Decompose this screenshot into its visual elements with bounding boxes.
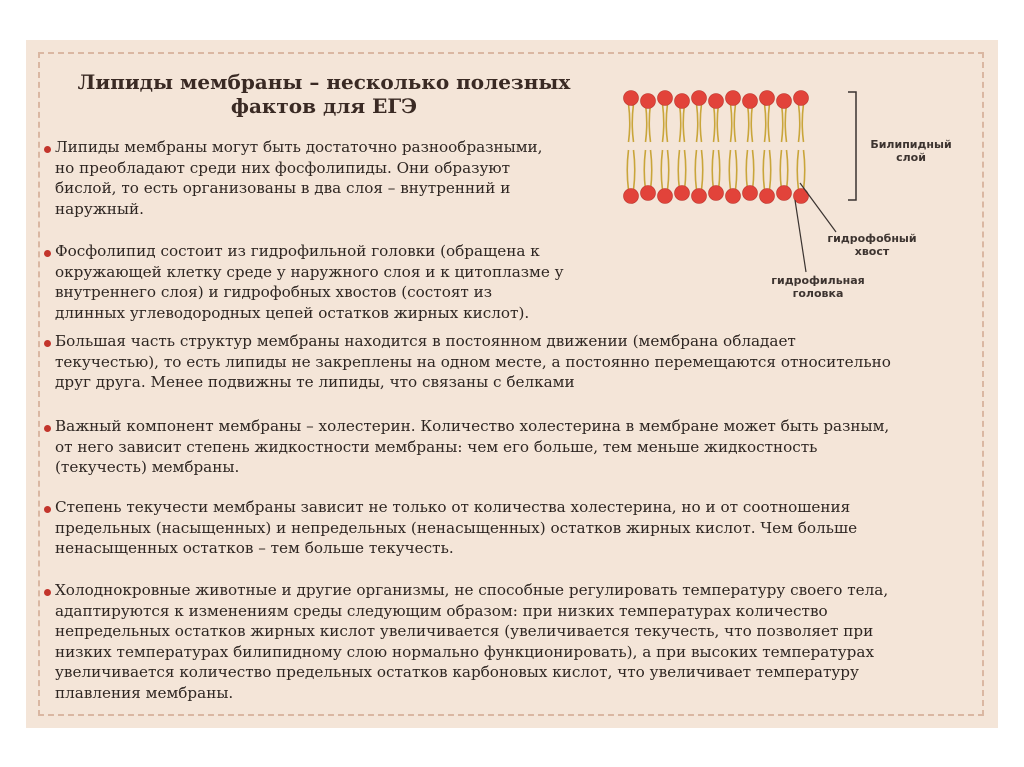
bullet-icon [44,506,51,513]
lipid-tail [770,150,771,190]
lipid-head [726,189,741,204]
bullet-icon [44,425,51,432]
bullet-icon [44,250,51,257]
lipid-tail [700,104,701,142]
lipid-tail [753,150,754,190]
lipid-head [624,91,639,106]
lipid-head [777,186,792,201]
lipid-tail [697,104,698,142]
lipid-tail [680,104,681,142]
lipid-tail [685,150,686,190]
lipid-head [675,94,690,109]
lipid-tail [729,150,730,190]
lipid-tail [765,104,766,142]
lipid-head [709,186,724,201]
lipid-head [692,189,707,204]
lipid-tail [731,104,732,142]
bilayer-label: Билипидный слой [870,138,952,164]
lipid-tail [661,150,662,190]
lipid-tail [668,150,669,190]
lipid-tail [804,150,805,190]
lipid-tail [763,150,764,190]
lipid-tail [627,150,628,190]
lipid-head [692,91,707,106]
lipid-tail [663,104,664,142]
lipid-tail [644,150,645,190]
lipid-tail [736,150,737,190]
lipid-tail [632,104,633,142]
lipid-tail [785,104,786,142]
lipid-head [794,189,809,204]
lipid-head [641,186,656,201]
lipid-head [743,186,758,201]
bullet-icon [44,146,51,153]
hydrophobic-tail-label: гидрофобный хвост [827,232,917,258]
lipid-head [709,94,724,109]
fact-paragraph: Степень текучести мембраны зависит не только от количества холестерина, но и от соотношения предельных (насыщенных) и непредельных (ненасыщенных) остатков жирных кислот. Чем больше ненасыщенных остатков – тем больше текучесть. [55,498,858,557]
lipid-tail [695,150,696,190]
lipid-tail [717,104,718,142]
lipid-tail [651,150,652,190]
lipid-head [777,94,792,109]
lipid-head [760,189,775,204]
lipid-head [726,91,741,106]
lipid-tail [768,104,769,142]
lipid-tail [646,104,647,142]
lipid-head [624,189,639,204]
lipid-tail [799,104,800,142]
hydrophilic-head-label: гидрофильная головка [771,274,865,300]
lipid-tail [702,150,703,190]
lipid-bilayer-diagram [615,82,815,212]
fact-paragraph: Большая часть структур мембраны находится в постоянном движении (мембрана обладает текучестью), то есть липиды не закреплены на одном месте, а постоянно перемещаются относительно друг друга. Менее подвижны те липиды, что связаны с белками [55,332,891,391]
lipid-tail [683,104,684,142]
lipid-tail [649,104,650,142]
lipid-tail [787,150,788,190]
fact-paragraph: Липиды мембраны могут быть достаточно разнообразными, но преобладают среди них фосфолипиды. Они образуют бислой, то есть организованы в два слоя – внутренний и наружный. [55,138,543,218]
hydrophobic-tails [627,104,805,190]
lipid-tail [797,150,798,190]
slide-title: Липиды мембраны – несколько полезных фактов для ЕГЭ [77,70,571,118]
lipid-tail [782,104,783,142]
lipid-tail [780,150,781,190]
lipid-head [760,91,775,106]
lipid-tail [748,104,749,142]
lipid-tail [719,150,720,190]
hydrophilic-heads-inner [624,186,809,204]
lipid-tail [678,150,679,190]
lipid-tail [666,104,667,142]
lipid-tail [629,104,630,142]
fact-paragraph: Фосфолипид состоит из гидрофильной головки (обращена к окружающей клетку среде у наружного слоя и к цитоплазме у внутреннего слоя) и гидрофобных хвостов (состоят из длинных углеводородных цепей остатков жирных кислот). [55,242,564,322]
fact-paragraph: Холоднокровные животные и другие организмы, не способные регулировать температуру своего тела, адаптируются к изменениям среды следующим образом: при низких температурах количество непредельных остатков жирных кислот увеличивается (увеличивается текучесть, что позволяет при низких температурах билипидному слою нормально функционировать), а при высоких температурах увеличивается количество предельных остатков карбоновых кислот, что увеличивает температуру плавления мембраны. [55,581,889,702]
lipid-head [658,91,673,106]
lipid-head [658,189,673,204]
lipid-tail [746,150,747,190]
lipid-head [743,94,758,109]
lipid-tail [712,150,713,190]
bullet-icon [44,589,51,596]
hydrophilic-heads-outer [624,91,809,109]
lipid-head [641,94,656,109]
lipid-tail [802,104,803,142]
bullet-icon [44,340,51,347]
lipid-tail [714,104,715,142]
fact-paragraph: Важный компонент мембраны – холестерин. Количество холестерина в мембране может быть разным, от него зависит степень жидкостности мембраны: чем его больше, тем меньше жидкостность (текучесть) мембраны. [55,417,890,476]
lipid-tail [634,150,635,190]
lipid-tail [734,104,735,142]
lipid-tail [751,104,752,142]
lipid-head [794,91,809,106]
lipid-head [675,186,690,201]
